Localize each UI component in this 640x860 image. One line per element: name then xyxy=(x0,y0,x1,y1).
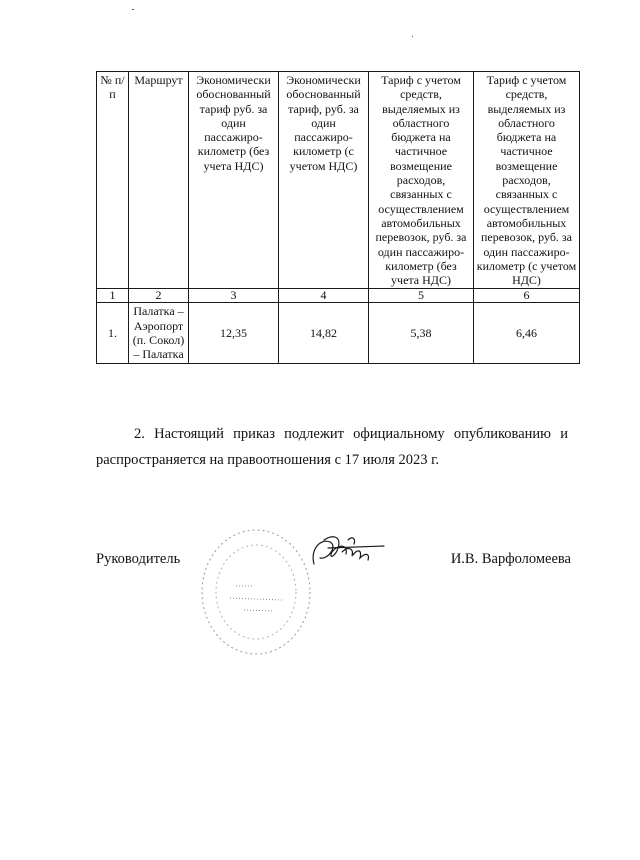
scan-speck xyxy=(412,36,413,37)
table-row xyxy=(97,303,580,363)
tariff-with-vat-value: 14,82 xyxy=(279,303,369,363)
scan-speck xyxy=(132,9,134,10)
paragraph-line: распространяется на правоотношения с 17 июля 2023 г. xyxy=(96,452,440,468)
subsidized-without-vat-value: 5,38 xyxy=(369,303,474,363)
header-cell-number: № п/п xyxy=(97,72,129,289)
column-number: 2 xyxy=(129,289,189,303)
header-cell-tariff-with-vat: Экономически обоснованный тариф, руб. за один пассажиро-километр (с учетом НДС) xyxy=(279,72,369,289)
signature-autograph xyxy=(308,530,386,574)
header-cell-route: Маршрут xyxy=(129,72,189,289)
row-number: 1. xyxy=(97,303,129,363)
signatory-position: Руководитель xyxy=(96,551,181,567)
header-cell-subsidized-without-vat: Тариф с учетом средств, выделяемых из областного бюджета на частичное возмещение расходов, связанных с осуществлением автомобильных перевозок, руб. за один пассажиро-километр (без учета НДС) xyxy=(369,72,474,289)
table-header-row xyxy=(97,72,580,289)
column-number: 4 xyxy=(279,289,369,303)
order-paragraph xyxy=(96,421,568,473)
header-cell-tariff-without-vat: Экономически обоснованный тариф руб. за один пассажиро-километр (без учета НДС) xyxy=(189,72,279,289)
header-cell-subsidized-with-vat: Тариф с учетом средств, выделяемых из областного бюджета на частичное возмещение расходов, связанных с осуществлением автомобильных перевозок, руб. за один пассажиро-километр (с учетом НДС) xyxy=(474,72,580,289)
paragraph-line: 2. Настоящий приказ подлежит официальному опубликованию и xyxy=(134,426,568,442)
column-number: 1 xyxy=(97,289,129,303)
column-number: 5 xyxy=(369,289,474,303)
subsidized-with-vat-value: 6,46 xyxy=(474,303,580,363)
tariff-table xyxy=(96,71,580,364)
official-stamp xyxy=(196,520,316,660)
column-number: 6 xyxy=(474,289,580,303)
signatory-name: И.В. Варфоломеева xyxy=(450,551,571,567)
route-name: Палатка – Аэропорт (п. Сокол) – Палатка xyxy=(129,303,189,363)
table-column-number-row xyxy=(97,289,580,303)
tariff-without-vat-value: 12,35 xyxy=(189,303,279,363)
column-number: 3 xyxy=(189,289,279,303)
